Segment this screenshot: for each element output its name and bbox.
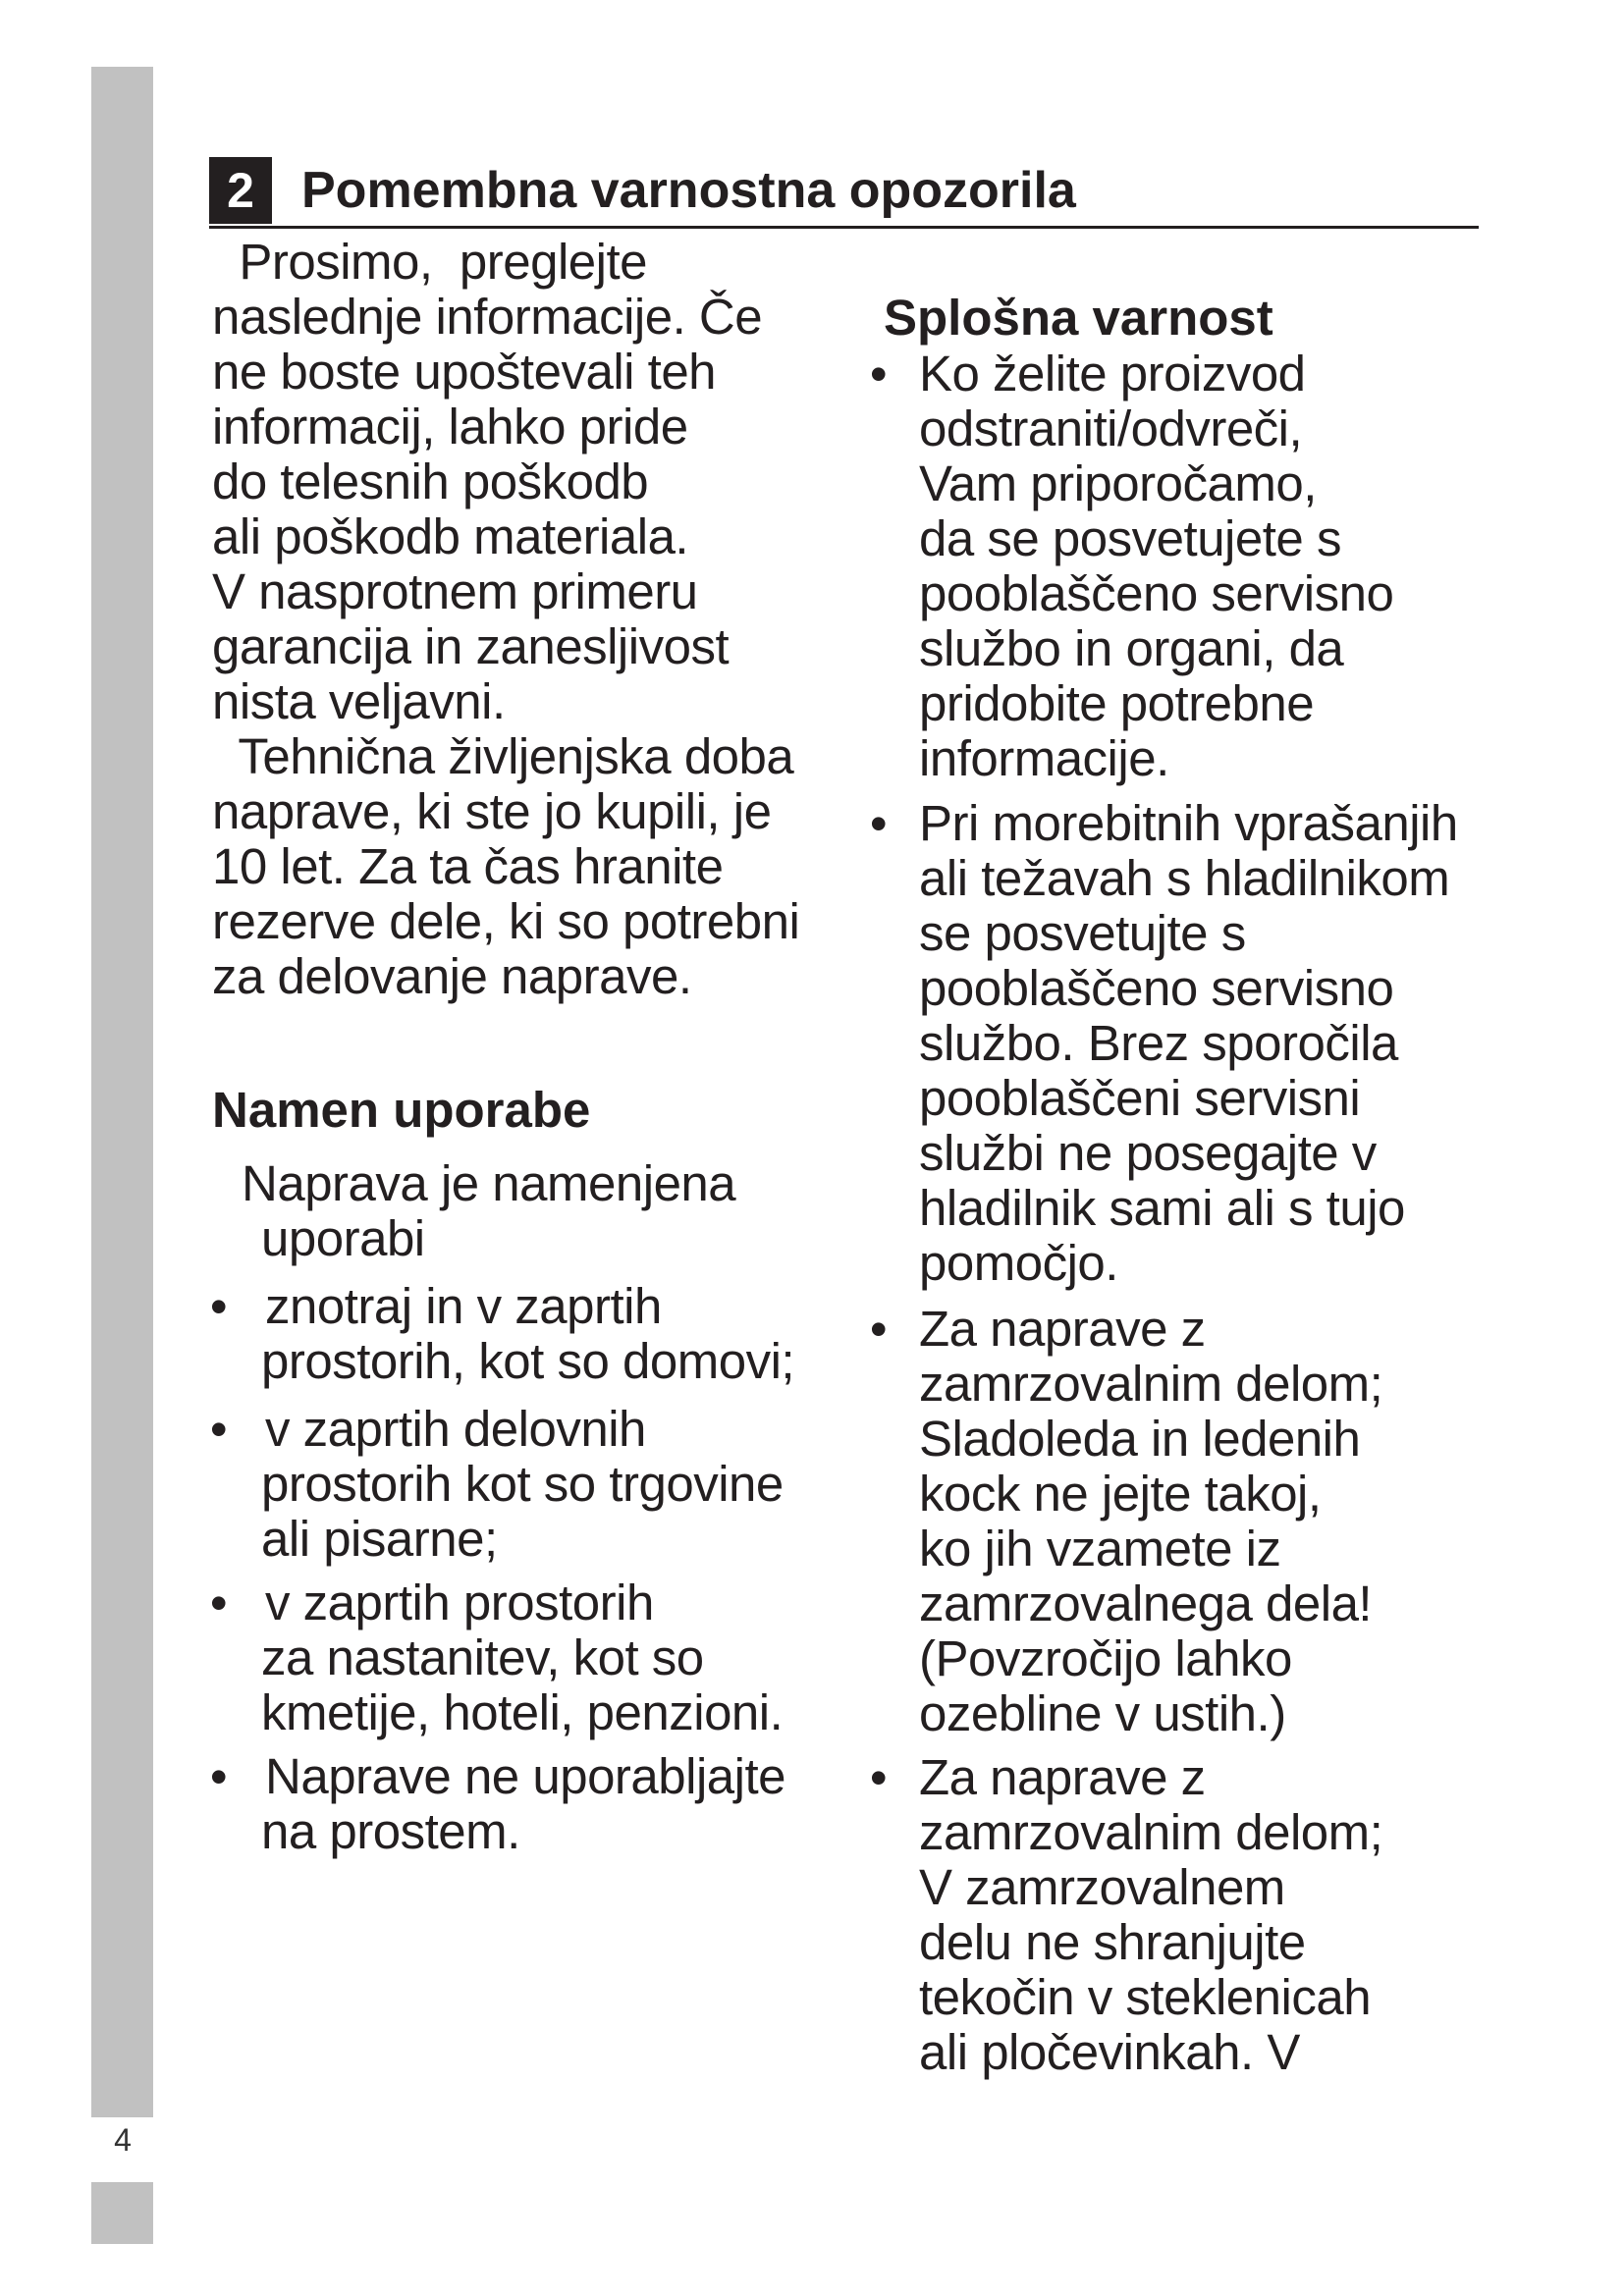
section-header	[209, 157, 1479, 229]
page-number: 4	[114, 2122, 132, 2158]
intro-paragraph-1: Prosimo, preglejte naslednje informacije. Če ne boste upoštevali teh informacij, lahko pride do telesnih poškodb ali poškodb materiala. V nasprotnem primeru garancija in zanesljivost nista veljavni.	[212, 234, 763, 729]
bullet-icon: •	[870, 347, 888, 401]
bullet-icon: •	[210, 1749, 228, 1804]
side-margin-block	[91, 2182, 153, 2244]
intro-paragraph-2: Tehnična življenjska doba naprave, ki ste jo kupili, je 10 let. Za ta čas hranite rezerve dele, ki so potrebni za delovanje naprave.	[212, 728, 800, 1004]
intended-use-lead-1: Naprava je namenjena	[242, 1155, 736, 1211]
list-item: znotraj in v zaprtih prostorih, kot so domovi;	[261, 1278, 795, 1389]
intended-use-lead-2: uporabi	[261, 1210, 425, 1266]
side-margin-bar	[91, 67, 153, 2117]
list-item: Za naprave z zamrzovalnim delom; V zamrzovalnem delu ne shranjujte tekočin v steklenicah ali pločevinkah. V	[919, 1749, 1383, 2080]
list-item: Za naprave z zamrzovalnim delom; Sladoleda in ledenih kock ne jejte takoj, ko jih vzamete iz zamrzovalnega dela! (Povzročijo lahko ozebline v ustih.)	[919, 1301, 1383, 1741]
bullet-icon: •	[210, 1402, 228, 1457]
intended-use-heading: Namen uporabe	[212, 1082, 591, 1138]
general-safety-heading: Splošna varnost	[884, 290, 1273, 346]
list-item: Ko želite proizvod odstraniti/odvreči, Vam priporočamo, da se posvetujete s pooblaščeno servisno službo in organi, da pridobite potrebne informacije.	[919, 346, 1394, 786]
list-item: Pri morebitnih vprašanjih ali težavah s hladilnikom se posvetujte s pooblaščeno servisno službo. Brez sporočila pooblaščeni servisni službi ne posegajte v hladilnik sami ali s tujo pomočjo.	[919, 795, 1458, 1291]
bullet-icon: •	[210, 1575, 228, 1630]
bullet-icon: •	[870, 796, 888, 851]
list-item: Naprave ne uporabljajte na prostem.	[261, 1748, 786, 1859]
bullet-icon: •	[870, 1750, 888, 1805]
section-title: Pomembna varnostna opozorila	[301, 162, 1076, 219]
section-number: 2	[209, 157, 272, 224]
bullet-icon: •	[870, 1302, 888, 1357]
list-item: v zaprtih delovnih prostorih kot so trgovine ali pisarne;	[261, 1401, 784, 1567]
bullet-icon: •	[210, 1279, 228, 1334]
list-item: v zaprtih prostorih za nastanitev, kot so kmetije, hoteli, penzioni.	[261, 1575, 784, 1740]
